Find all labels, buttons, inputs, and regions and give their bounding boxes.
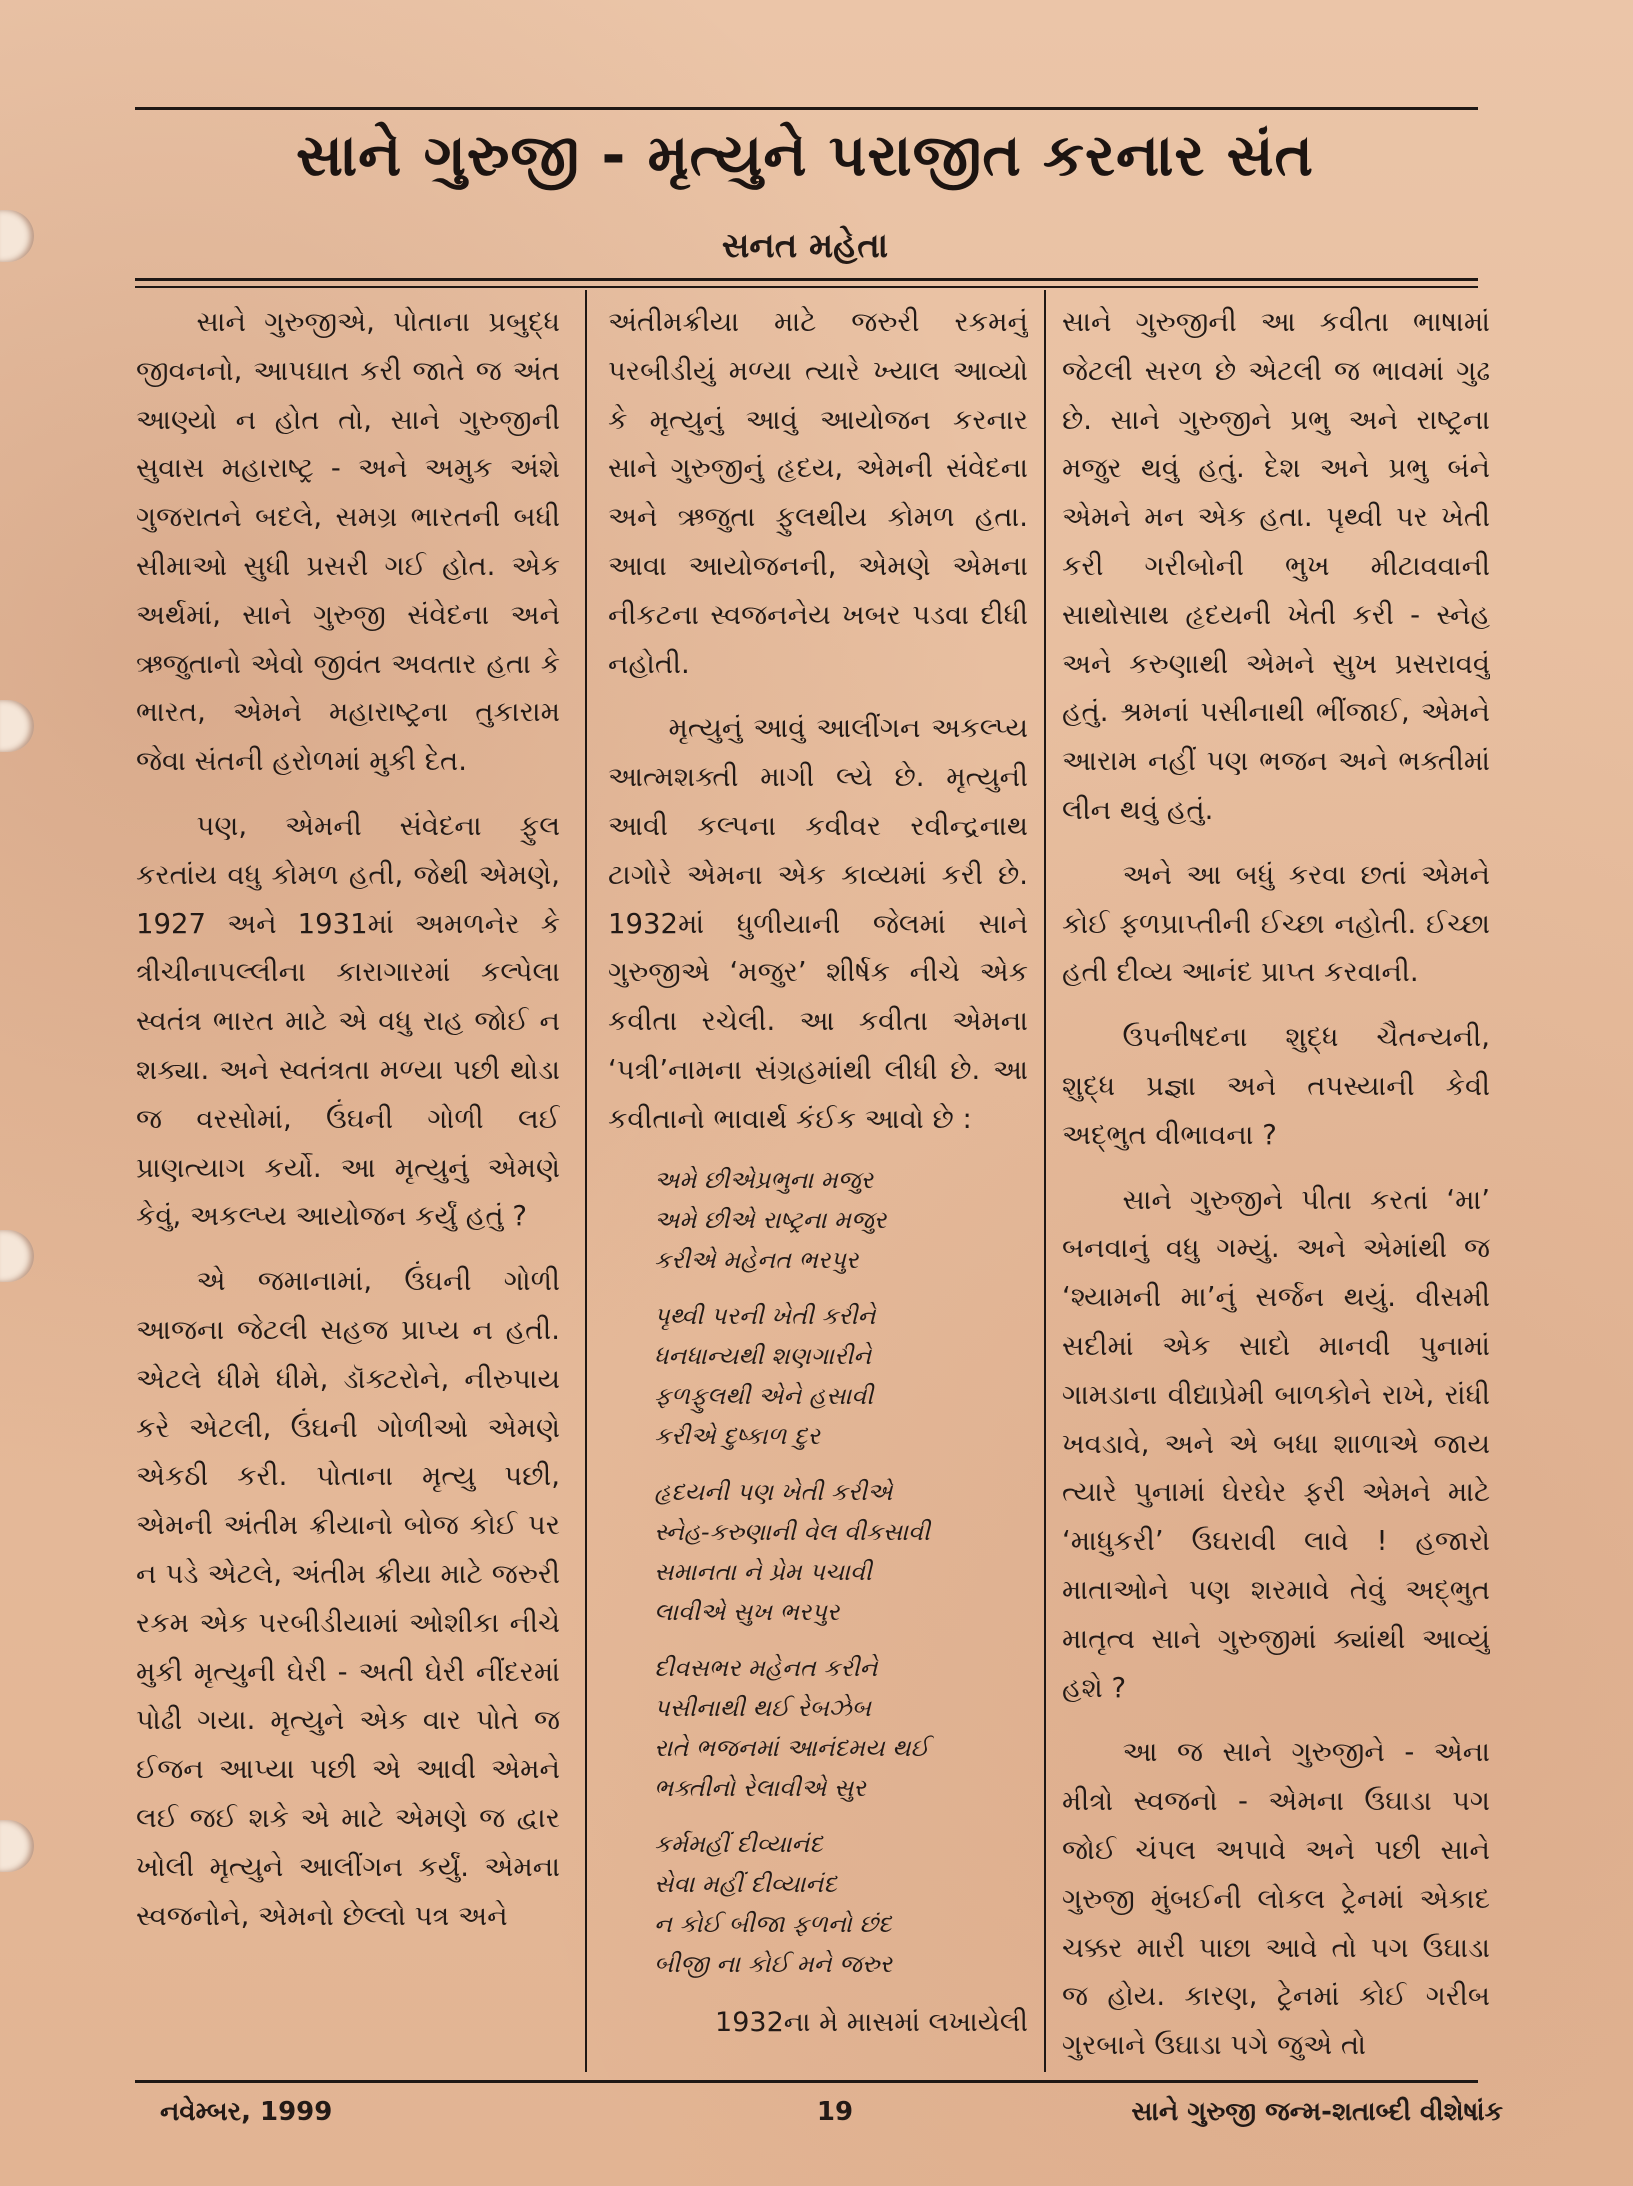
poem-line: હૃદયની પણ ખેતી કરીએ [654, 1477, 893, 1506]
poem-stanza [654, 1824, 1028, 1984]
paragraph: એ જમાનામાં, ઉંઘની ગોળી આજના જેટલી સહજ પ્રાપ્ય ન હતી. એટલે ધીમે ધીમે, ડૉક્ટરોને, નીરુપાય કરે એટલી, ઉંઘની ગોળીઓ એમણે એકઠી કરી. પોતાના મૃત્યુ પછી, એમની અંતીમ ક્રીયાનો બોજ કોઈ પર ન પડે એટલે, અંતીમ ક્રીયા માટે જરુરી રકમ એક પરબીડીયામાં ઓશીકા નીચે મુકી મૃત્યુની ઘેરી - અતી ઘેરી નીંદરમાં પોઢી ગયા. મૃત્યુને એક વાર પોતે જ ઈજન આપ્યા પછી એ આવી એમને લઈ જઈ શકે એ માટે એમણે જ દ્વાર ખોલી મૃત્યુને આલીંગન કર્યું. એમના સ્વજનોને, એમનો છેલ્લો પત્ર અને [136, 1265, 560, 1932]
paragraph: અને આ બધું કરવા છતાં એમને કોઈ ફળપ્રાપ્તીની ઈચ્છા નહોતી. ઈચ્છા હતી દીવ્ય આનંદ પ્રાપ્ત કરવાની. [1062, 858, 1490, 989]
column-divider [1044, 290, 1046, 2072]
paragraph: ઉપનીષદના શુદ્ધ ચૈતન્યની, શુદ્ધ પ્રજ્ઞા અને તપસ્યાની કેવી અદ્ભુત વીભાવના ? [1062, 1021, 1490, 1151]
poem-line: લાવીએ સુખ ભરપુર [654, 1597, 840, 1626]
paragraph: સાને ગુરુજીને પીતા કરતાં ‘મા’ બનવાનું વધુ ગમ્યું. અને એમાંથી જ ‘શ્યામની મા’નું સર્જન થયું. વીસમી સદીમાં એક સાદો માનવી પુનામાં ગામડાના વીદ્યાપ્રેમી બાળકોને રાખે, રાંધી ખવડાવે, અને એ બધા શાળાએ જાય ત્યારે પુનામાં ઘેરઘેર ફરી એમને માટે ‘માધુકરી’ ઉઘરાવી લાવે ! હજારો માતાઓને પણ શરમાવે તેવું અદ્ભુત માતૃત્વ સાને ગુરુજીમાં ક્યાંથી આવ્યું હશે ? [1062, 1183, 1490, 1704]
poem-line: ધનધાન્યથી શણગારીને [654, 1341, 872, 1370]
poem-line: રાતે ભજનમાં આનંદમય થઈ [654, 1733, 930, 1762]
torn-edge-notch [0, 1820, 34, 1872]
poem-stanza [654, 1648, 1028, 1808]
torn-edge-notch [0, 210, 34, 262]
paragraph: સાને ગુરુજીએ, પોતાના પ્રબુદ્ધ જીવનનો, આપઘાત કરી જાતે જ અંત આણ્યો ન હોત તો, સાને ગુરુજીની સુવાસ મહારાષ્ટ્ર - અને અમુક અંશે ગુજરાતને બદલે, સમગ્ર ભારતની બધી સીમાઓ સુધી પ્રસરી ગઈ હોત. એક અર્થમાં, સાને ગુરુજી સંવેદના અને ઋજુતાનો એવો જીવંત અવતાર હતા કે ભારત, એમને મહારાષ્ટ્રના તુકારામ જેવા સંતની હરોળમાં મુકી દેત. [136, 306, 560, 778]
page-number: 19 [816, 2097, 854, 2127]
footer-issue-title: સાને ગુરુજી જન્મ-શતાબ્દી વીશેષાંક [1131, 2097, 1503, 2127]
poem-line: અમે છીએ રાષ્ટ્રના મજુર [654, 1205, 887, 1234]
poem-line: કરીએ દુષ્કાળ દુર [654, 1421, 820, 1450]
poem-line: સમાનતા ને પ્રેમ પચાવી [654, 1557, 872, 1586]
poem-line: દીવસભર મહેનત કરીને [654, 1653, 878, 1682]
poem-line: અમે છીએપ્રભુના મજુર [654, 1165, 873, 1194]
poem-line: કરીએ મહેનત ભરપુર [654, 1245, 859, 1274]
poem-line: પૃથ્વી પરની ખેતી કરીને [654, 1301, 876, 1330]
poem-line: ભક્તીનો રેલાવીએ સુર [654, 1773, 866, 1802]
poem-line: ફળફુલથી એને હસાવી [654, 1381, 874, 1410]
poem-line: સ્નેહ-કરુણાની વેલ વીકસાવી [654, 1517, 930, 1546]
poem-line: કર્મમહીં દીવ્યાનંદ [654, 1829, 823, 1858]
article-author: સનત મહેતા [721, 226, 889, 266]
poem-stanza [654, 1472, 1028, 1632]
paragraph: સાને ગુરુજીની આ કવીતા ભાષામાં જેટલી સરળ છે એટલી જ ભાવમાં ગુઢ છે. સાને ગુરુજીને પ્રભુ અને રાષ્ટ્રના મજુર થવું હતું. દેશ અને પ્રભુ બંને એમને મન એક હતા. પૃથ્વી પર ખેતી કરી ગરીબોની ભુખ મીટાવવાની સાથોસાથ હૃદયની ખેતી કરી - સ્નેહ અને કરુણાથી એમને સુખ પ્રસરાવવું હતું. શ્રમનાં પસીનાથી ભીંજાઈ, એમને આરામ નહીં પણ ભજન અને ભક્તીમાં લીન થવું હતું. [1062, 306, 1490, 826]
poem-line: બીજી ના કોઈ મને જરુર [654, 1949, 892, 1978]
text-column-3 [1062, 298, 1490, 2078]
footer-rule [135, 2080, 1478, 2083]
header-rule-thin [135, 286, 1478, 288]
article-title: સાને ગુરુજી - મૃત્યુને પરાજીત કરનાર સંત [295, 121, 1315, 189]
poem-line: સેવા મહીં દીવ્યાનંદ [654, 1869, 837, 1898]
text-column-1 [136, 298, 560, 2078]
column-divider [585, 290, 587, 2072]
poem [654, 1160, 1028, 1984]
torn-edge-notch [0, 1230, 34, 1282]
poem-line: ન કોઈ બીજા ફળનો છંદ [654, 1909, 892, 1938]
top-rule [135, 107, 1478, 110]
torn-edge-notch [0, 700, 34, 752]
poem-line: પસીનાથી થઈ રેબઝેબ [654, 1693, 871, 1722]
poem-stanza [654, 1160, 1028, 1280]
text-column-2 [608, 298, 1028, 2078]
paragraph: પણ, એમની સંવેદના ફુલ કરતાંય વધુ કોમળ હતી, જેથી એમણે, 1927 અને 1931માં અમળનેર કે ત્રીચીનાપલ્લીના કારાગારમાં કલ્પેલા સ્વતંત્ર ભારત માટે એ વધુ રાહ જોઈ ન શક્યા. અને સ્વતંત્રતા મળ્યા પછી થોડા જ વરસોમાં, ઉંઘની ગોળી લઈ પ્રાણત્યાગ કર્યો. આ મૃત્યુનું એમણે કેવું, અકલ્પ્ય આયોજન કર્યું હતું ? [136, 809, 560, 1233]
header-rule [135, 278, 1478, 281]
footer-date: નવેમ્બર, 1999 [160, 2097, 333, 2127]
poem-stanza [654, 1296, 1028, 1456]
paragraph: મૃત્યુનું આવું આલીંગન અકલ્પ્ય આત્મશક્તી માગી લ્યે છે. મૃત્યુની આવી કલ્પના કવીવર રવીન્દ્રનાથ ટાગોરે એમના એક કાવ્યમાં કરી છે. 1932માં ધુળીયાની જેલમાં સાને ગુરુજીએ ‘મજુર’ શીર્ષક નીચે એક કવીતા રચેલી. આ કવીતા એમના ‘પત્રી’નામના સંગ્રહમાંથી લીધી છે. આ કવીતાનો ભાવાર્થ કંઈક આવો છે : [608, 712, 1028, 1135]
paragraph: આ જ સાને ગુરુજીને - એના મીત્રો સ્વજનો - એમના ઉઘાડા પગ જોઈ ચંપલ અપાવે અને પછી સાને ગુરુજી મુંબઈની લોકલ ટ્રેનમાં એકાદ ચક્કર મારી પાછા આવે તો પગ ઉઘાડા જ હોય. કારણ, ટ્રેનમાં કોઈ ગરીબ ગુરબાને ઉઘાડા પગે જુએ તો [1062, 1736, 1490, 2062]
poem-date-caption: 1932ના મે માસમાં લખાયેલી [715, 2006, 1028, 2038]
paragraph: અંતીમક્રીયા માટે જરુરી રકમનું પરબીડીયું મળ્યા ત્યારે ખ્યાલ આવ્યો કે મૃત્યુનું આવું આયોજન કરનાર સાને ગુરુજીનું હૃદય, એમની સંવેદના અને ઋજુતા ફુલથીય કોમળ હતા. આવા આયોજનની, એમણે એમના નીકટના સ્વજનનેય ખબર પડવા દીધી નહોતી. [608, 306, 1028, 680]
